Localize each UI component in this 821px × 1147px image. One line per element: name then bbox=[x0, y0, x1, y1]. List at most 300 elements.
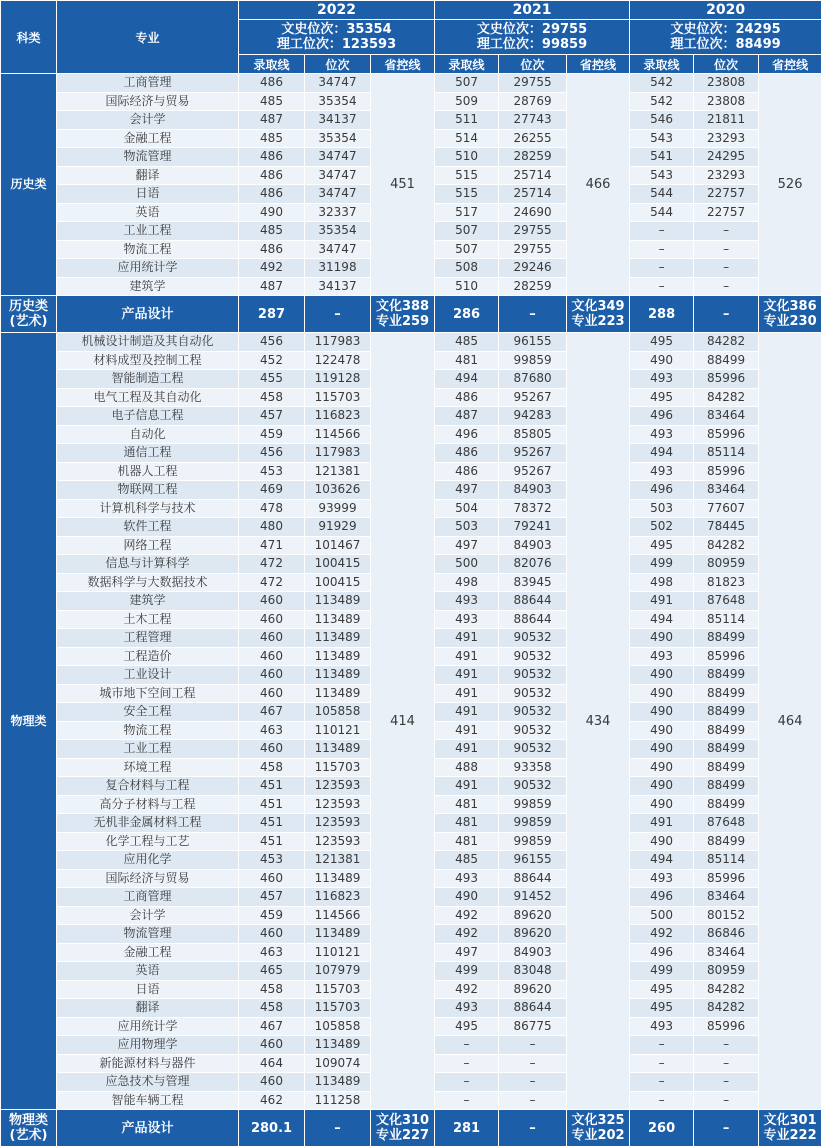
rank-2021: 88644 bbox=[499, 592, 567, 611]
rank-2022: 107979 bbox=[305, 962, 371, 981]
score-2021: 509 bbox=[435, 92, 499, 111]
control-line-2022: 文化310专业227 bbox=[371, 1110, 435, 1147]
score-2021: 487 bbox=[435, 407, 499, 426]
major-name: 信息与计算科学 bbox=[57, 555, 239, 574]
score-2022: 467 bbox=[239, 1017, 305, 1036]
rank-2021: 90532 bbox=[499, 647, 567, 666]
rank-2020: 88499 bbox=[694, 684, 759, 703]
rank-2020: 22757 bbox=[694, 185, 759, 204]
score-2022: 487 bbox=[239, 111, 305, 130]
score-2020: 494 bbox=[630, 444, 694, 463]
control-header: 省控线 bbox=[759, 55, 821, 74]
score-2022: 451 bbox=[239, 795, 305, 814]
rank-2020: – bbox=[694, 1036, 759, 1055]
score-2021: 481 bbox=[435, 814, 499, 833]
score-header: 录取线 bbox=[435, 55, 499, 74]
control-line-2022: 文化388专业259 bbox=[371, 296, 435, 333]
major-name: 复合材料与工程 bbox=[57, 777, 239, 796]
score-2021: 488 bbox=[435, 758, 499, 777]
score-2020: 490 bbox=[630, 351, 694, 370]
rank-2021: 90532 bbox=[499, 777, 567, 796]
score-2021: 490 bbox=[435, 888, 499, 907]
rank-2021: 29755 bbox=[499, 222, 567, 241]
score-2020: – bbox=[630, 1054, 694, 1073]
rank-2022: 34747 bbox=[305, 185, 371, 204]
major-name: 产品设计 bbox=[57, 296, 239, 333]
rank-2021: 27743 bbox=[499, 111, 567, 130]
score-2022: 465 bbox=[239, 962, 305, 981]
rank-2020: 84282 bbox=[694, 980, 759, 999]
major-name: 通信工程 bbox=[57, 444, 239, 463]
score-2021: 495 bbox=[435, 1017, 499, 1036]
rank-2021: – bbox=[499, 296, 567, 333]
score-2022: 451 bbox=[239, 832, 305, 851]
score-2020: 492 bbox=[630, 925, 694, 944]
major-name: 英语 bbox=[57, 203, 239, 222]
score-2022: 486 bbox=[239, 74, 305, 93]
score-2020: 496 bbox=[630, 943, 694, 962]
rank-2020: – bbox=[694, 1091, 759, 1110]
rank-2020: 88499 bbox=[694, 758, 759, 777]
rank-2021: 85805 bbox=[499, 425, 567, 444]
major-name: 软件工程 bbox=[57, 518, 239, 537]
rank-2021: – bbox=[499, 1073, 567, 1092]
rank-2020: – bbox=[694, 1110, 759, 1147]
major-name: 英语 bbox=[57, 962, 239, 981]
rank-2020: – bbox=[694, 1054, 759, 1073]
score-2020: 495 bbox=[630, 388, 694, 407]
score-2020: 490 bbox=[630, 740, 694, 759]
rank-2020: 85996 bbox=[694, 647, 759, 666]
rank-2022: 31198 bbox=[305, 259, 371, 278]
major-name: 城市地下空间工程 bbox=[57, 684, 239, 703]
rank-2020: 86846 bbox=[694, 925, 759, 944]
score-2020: 494 bbox=[630, 851, 694, 870]
score-2021: 517 bbox=[435, 203, 499, 222]
major-name: 国际经济与贸易 bbox=[57, 869, 239, 888]
rank-2020: 24295 bbox=[694, 148, 759, 167]
score-2021: 491 bbox=[435, 703, 499, 722]
score-2021: 498 bbox=[435, 573, 499, 592]
score-2021: 493 bbox=[435, 592, 499, 611]
score-2021: 497 bbox=[435, 536, 499, 555]
score-2022: 456 bbox=[239, 333, 305, 352]
major-name: 新能源材料与器件 bbox=[57, 1054, 239, 1073]
rank-2022: 115703 bbox=[305, 388, 371, 407]
score-2020: 491 bbox=[630, 814, 694, 833]
score-2021: 493 bbox=[435, 869, 499, 888]
rank-summary-2021: 文史位次：29755 理工位次：99859 bbox=[435, 20, 630, 55]
major-name: 会计学 bbox=[57, 906, 239, 925]
major-name: 物联网工程 bbox=[57, 481, 239, 500]
score-2021: 491 bbox=[435, 629, 499, 648]
control-line-2020: 464 bbox=[759, 333, 821, 1110]
score-2021: 500 bbox=[435, 555, 499, 574]
rank-2021: 90532 bbox=[499, 740, 567, 759]
score-2022: 455 bbox=[239, 370, 305, 389]
score-2021: 508 bbox=[435, 259, 499, 278]
score-2021: 507 bbox=[435, 240, 499, 259]
rank-2022: 34747 bbox=[305, 148, 371, 167]
rank-2022: 113489 bbox=[305, 869, 371, 888]
score-2021: 507 bbox=[435, 74, 499, 93]
rank-2020: 88499 bbox=[694, 629, 759, 648]
major-name: 工程造价 bbox=[57, 647, 239, 666]
rank-2020: 84282 bbox=[694, 536, 759, 555]
score-2020: 495 bbox=[630, 333, 694, 352]
rank-2020: 85996 bbox=[694, 370, 759, 389]
rank-2021: – bbox=[499, 1054, 567, 1073]
art-row bbox=[1, 296, 821, 333]
score-2022: 456 bbox=[239, 444, 305, 463]
rank-2020: 85996 bbox=[694, 425, 759, 444]
score-2021: 504 bbox=[435, 499, 499, 518]
rank-2021: 78372 bbox=[499, 499, 567, 518]
score-2021: 493 bbox=[435, 610, 499, 629]
score-2020: 543 bbox=[630, 166, 694, 185]
rank-2021: 83048 bbox=[499, 962, 567, 981]
rank-2022: 110121 bbox=[305, 721, 371, 740]
year-header-2021: 2021 bbox=[435, 1, 630, 20]
major-name: 翻译 bbox=[57, 166, 239, 185]
score-2021: 485 bbox=[435, 851, 499, 870]
rank-2020: 87648 bbox=[694, 814, 759, 833]
rank-2022: 100415 bbox=[305, 555, 371, 574]
score-2020: 490 bbox=[630, 666, 694, 685]
rank-2020: 81823 bbox=[694, 573, 759, 592]
rank-2022: – bbox=[305, 1110, 371, 1147]
major-name: 翻译 bbox=[57, 999, 239, 1018]
score-2020: 495 bbox=[630, 980, 694, 999]
rank-2021: 90532 bbox=[499, 666, 567, 685]
score-2021: 492 bbox=[435, 980, 499, 999]
rank-2021: 95267 bbox=[499, 462, 567, 481]
rank-2022: 115703 bbox=[305, 758, 371, 777]
major-name: 金融工程 bbox=[57, 129, 239, 148]
score-header: 录取线 bbox=[630, 55, 694, 74]
rank-2021: 25714 bbox=[499, 166, 567, 185]
control-line-2022: 451 bbox=[371, 74, 435, 296]
rank-2020: 22757 bbox=[694, 203, 759, 222]
score-2021: 492 bbox=[435, 925, 499, 944]
score-2022: 486 bbox=[239, 166, 305, 185]
score-2020: 499 bbox=[630, 555, 694, 574]
score-2022: 287 bbox=[239, 296, 305, 333]
score-2021: 497 bbox=[435, 943, 499, 962]
score-2022: 460 bbox=[239, 1073, 305, 1092]
rank-2021: 90532 bbox=[499, 721, 567, 740]
score-2021: 510 bbox=[435, 148, 499, 167]
score-2021: 486 bbox=[435, 444, 499, 463]
major-name: 自动化 bbox=[57, 425, 239, 444]
major-name: 物流工程 bbox=[57, 240, 239, 259]
rank-2022: 115703 bbox=[305, 999, 371, 1018]
score-2020: 544 bbox=[630, 203, 694, 222]
rank-2020: 88499 bbox=[694, 721, 759, 740]
score-2020: 490 bbox=[630, 832, 694, 851]
score-2022: 460 bbox=[239, 869, 305, 888]
score-2020: – bbox=[630, 277, 694, 296]
score-2022: 451 bbox=[239, 777, 305, 796]
major-name: 建筑学 bbox=[57, 592, 239, 611]
score-2020: 495 bbox=[630, 999, 694, 1018]
rank-2021: 95267 bbox=[499, 444, 567, 463]
rank-2022: 34137 bbox=[305, 277, 371, 296]
major-name: 电气工程及其自动化 bbox=[57, 388, 239, 407]
score-2020: 490 bbox=[630, 703, 694, 722]
rank-2021: 28259 bbox=[499, 277, 567, 296]
rank-2021: 89620 bbox=[499, 925, 567, 944]
major-name: 应用化学 bbox=[57, 851, 239, 870]
control-header: 省控线 bbox=[371, 55, 435, 74]
major-name: 工业工程 bbox=[57, 740, 239, 759]
rank-2022: 35354 bbox=[305, 222, 371, 241]
rank-2022: 113489 bbox=[305, 1073, 371, 1092]
rank-2021: 88644 bbox=[499, 869, 567, 888]
score-2022: 458 bbox=[239, 388, 305, 407]
rank-2020: – bbox=[694, 240, 759, 259]
score-2022: 487 bbox=[239, 277, 305, 296]
major-name: 智能制造工程 bbox=[57, 370, 239, 389]
major-name: 无机非金属材料工程 bbox=[57, 814, 239, 833]
rank-2021: 29755 bbox=[499, 74, 567, 93]
rank-2021: 79241 bbox=[499, 518, 567, 537]
major-name: 物流管理 bbox=[57, 148, 239, 167]
control-header: 省控线 bbox=[567, 55, 630, 74]
score-2020: 490 bbox=[630, 758, 694, 777]
rank-2020: 84282 bbox=[694, 999, 759, 1018]
score-2022: 453 bbox=[239, 462, 305, 481]
rank-2022: 35354 bbox=[305, 129, 371, 148]
rank-2021: 99859 bbox=[499, 814, 567, 833]
score-2020: – bbox=[630, 259, 694, 278]
rank-2021: – bbox=[499, 1110, 567, 1147]
rank-2021: 99859 bbox=[499, 795, 567, 814]
score-2022: 453 bbox=[239, 851, 305, 870]
score-2020: 493 bbox=[630, 425, 694, 444]
score-2020: 496 bbox=[630, 481, 694, 500]
rank-2021: 99859 bbox=[499, 832, 567, 851]
rank-2020: 80959 bbox=[694, 962, 759, 981]
category-header: 科类 bbox=[1, 1, 57, 74]
score-2020: 493 bbox=[630, 462, 694, 481]
major-name: 机器人工程 bbox=[57, 462, 239, 481]
major-name: 物流管理 bbox=[57, 925, 239, 944]
rank-2020: – bbox=[694, 222, 759, 241]
rank-2020: 88499 bbox=[694, 703, 759, 722]
major-name: 日语 bbox=[57, 185, 239, 204]
score-2020: 493 bbox=[630, 869, 694, 888]
control-line-2020: 文化386专业230 bbox=[759, 296, 821, 333]
major-name: 工商管理 bbox=[57, 74, 239, 93]
rank-2022: 113489 bbox=[305, 684, 371, 703]
rank-2022: 113489 bbox=[305, 925, 371, 944]
rank-2020: 78445 bbox=[694, 518, 759, 537]
score-2020: 495 bbox=[630, 536, 694, 555]
control-line-2021: 文化325专业202 bbox=[567, 1110, 630, 1147]
rank-2022: 123593 bbox=[305, 814, 371, 833]
rank-2021: 90532 bbox=[499, 703, 567, 722]
rank-2022: 34747 bbox=[305, 74, 371, 93]
rank-2022: 113489 bbox=[305, 647, 371, 666]
rank-2020: 23293 bbox=[694, 129, 759, 148]
score-2020: – bbox=[630, 1091, 694, 1110]
score-2021: 491 bbox=[435, 666, 499, 685]
major-name: 工商管理 bbox=[57, 888, 239, 907]
score-2022: 462 bbox=[239, 1091, 305, 1110]
major-name: 工业设计 bbox=[57, 666, 239, 685]
score-2021: 491 bbox=[435, 684, 499, 703]
score-2022: 459 bbox=[239, 425, 305, 444]
score-2021: 511 bbox=[435, 111, 499, 130]
score-2021: 485 bbox=[435, 333, 499, 352]
score-2020: 490 bbox=[630, 684, 694, 703]
rank-2021: 82076 bbox=[499, 555, 567, 574]
rank-2021: 96155 bbox=[499, 333, 567, 352]
rank-header: 位次 bbox=[694, 55, 759, 74]
score-2020: 500 bbox=[630, 906, 694, 925]
rank-2020: 80959 bbox=[694, 555, 759, 574]
rank-2020: 87648 bbox=[694, 592, 759, 611]
rank-2022: 113489 bbox=[305, 592, 371, 611]
score-2022: 464 bbox=[239, 1054, 305, 1073]
major-name: 土木工程 bbox=[57, 610, 239, 629]
score-2021: 481 bbox=[435, 832, 499, 851]
rank-2022: 116823 bbox=[305, 407, 371, 426]
major-name: 工程管理 bbox=[57, 629, 239, 648]
major-name: 网络工程 bbox=[57, 536, 239, 555]
major-name: 金融工程 bbox=[57, 943, 239, 962]
score-2022: 480 bbox=[239, 518, 305, 537]
score-2020: – bbox=[630, 240, 694, 259]
score-2022: 460 bbox=[239, 925, 305, 944]
score-2022: 467 bbox=[239, 703, 305, 722]
rank-2021: 87680 bbox=[499, 370, 567, 389]
rank-2022: 113489 bbox=[305, 1036, 371, 1055]
rank-2020: 85114 bbox=[694, 851, 759, 870]
major-name: 机械设计制造及其自动化 bbox=[57, 333, 239, 352]
major-name: 计算机科学与技术 bbox=[57, 499, 239, 518]
rank-2022: 119128 bbox=[305, 370, 371, 389]
rank-2022: 121381 bbox=[305, 851, 371, 870]
rank-2020: 88499 bbox=[694, 832, 759, 851]
score-2020: 499 bbox=[630, 962, 694, 981]
rank-2022: 122478 bbox=[305, 351, 371, 370]
control-line-2022: 414 bbox=[371, 333, 435, 1110]
rank-2021: 95267 bbox=[499, 388, 567, 407]
rank-2020: 84282 bbox=[694, 388, 759, 407]
score-2021: 507 bbox=[435, 222, 499, 241]
score-2020: 288 bbox=[630, 296, 694, 333]
score-2021: – bbox=[435, 1054, 499, 1073]
rank-2020: 83464 bbox=[694, 888, 759, 907]
major-name: 安全工程 bbox=[57, 703, 239, 722]
category-label: 历史类(艺术) bbox=[1, 296, 57, 333]
score-2020: 502 bbox=[630, 518, 694, 537]
score-2021: 499 bbox=[435, 962, 499, 981]
score-2022: 458 bbox=[239, 999, 305, 1018]
rank-summary-2020: 文史位次：24295 理工位次：88499 bbox=[630, 20, 821, 55]
score-2022: 451 bbox=[239, 814, 305, 833]
year-header-2020: 2020 bbox=[630, 1, 821, 20]
rank-2022: 100415 bbox=[305, 573, 371, 592]
rank-2020: 88499 bbox=[694, 740, 759, 759]
rank-2022: 101467 bbox=[305, 536, 371, 555]
rank-2022: – bbox=[305, 296, 371, 333]
rank-2021: 25714 bbox=[499, 185, 567, 204]
score-2020: 541 bbox=[630, 148, 694, 167]
score-2022: 457 bbox=[239, 888, 305, 907]
rank-2020: – bbox=[694, 296, 759, 333]
rank-2021: 84903 bbox=[499, 481, 567, 500]
major-name: 国际经济与贸易 bbox=[57, 92, 239, 111]
rank-2021: 26255 bbox=[499, 129, 567, 148]
rank-2020: 88499 bbox=[694, 795, 759, 814]
rank-2021: 84903 bbox=[499, 943, 567, 962]
score-2022: 471 bbox=[239, 536, 305, 555]
major-name: 日语 bbox=[57, 980, 239, 999]
rank-2021: 24690 bbox=[499, 203, 567, 222]
rank-2021: 84903 bbox=[499, 536, 567, 555]
rank-2020: 88499 bbox=[694, 666, 759, 685]
score-2020: 490 bbox=[630, 721, 694, 740]
score-2020: 260 bbox=[630, 1110, 694, 1147]
rank-2020: – bbox=[694, 259, 759, 278]
rank-2022: 105858 bbox=[305, 1017, 371, 1036]
rank-2021: 86775 bbox=[499, 1017, 567, 1036]
control-line-2020: 文化301专业222 bbox=[759, 1110, 821, 1147]
score-2020: 543 bbox=[630, 129, 694, 148]
score-2022: 490 bbox=[239, 203, 305, 222]
rank-2021: 28259 bbox=[499, 148, 567, 167]
rank-2022: 113489 bbox=[305, 629, 371, 648]
major-name: 建筑学 bbox=[57, 277, 239, 296]
score-2022: 472 bbox=[239, 573, 305, 592]
rank-2022: 34137 bbox=[305, 111, 371, 130]
score-2020: – bbox=[630, 222, 694, 241]
rank-2020: 23808 bbox=[694, 74, 759, 93]
score-2022: 463 bbox=[239, 721, 305, 740]
score-2021: 491 bbox=[435, 721, 499, 740]
rank-2022: 123593 bbox=[305, 777, 371, 796]
rank-2020: 85114 bbox=[694, 610, 759, 629]
major-name: 会计学 bbox=[57, 111, 239, 130]
rank-2020: 83464 bbox=[694, 481, 759, 500]
major-name: 应用物理学 bbox=[57, 1036, 239, 1055]
score-2020: 494 bbox=[630, 610, 694, 629]
rank-2020: 77607 bbox=[694, 499, 759, 518]
rank-2022: 35354 bbox=[305, 92, 371, 111]
score-2021: 515 bbox=[435, 185, 499, 204]
score-2022: 486 bbox=[239, 240, 305, 259]
score-2022: 469 bbox=[239, 481, 305, 500]
major-name: 高分子材料与工程 bbox=[57, 795, 239, 814]
rank-2020: 84282 bbox=[694, 333, 759, 352]
rank-2022: 123593 bbox=[305, 795, 371, 814]
major-name: 电子信息工程 bbox=[57, 407, 239, 426]
score-2022: 472 bbox=[239, 555, 305, 574]
score-2021: 486 bbox=[435, 462, 499, 481]
control-line-2021: 434 bbox=[567, 333, 630, 1110]
rank-2022: 103626 bbox=[305, 481, 371, 500]
score-2022: 459 bbox=[239, 906, 305, 925]
score-2021: 497 bbox=[435, 481, 499, 500]
score-2021: 481 bbox=[435, 795, 499, 814]
score-2021: 492 bbox=[435, 906, 499, 925]
score-2022: 492 bbox=[239, 259, 305, 278]
rank-2020: 83464 bbox=[694, 943, 759, 962]
score-2022: 280.1 bbox=[239, 1110, 305, 1147]
